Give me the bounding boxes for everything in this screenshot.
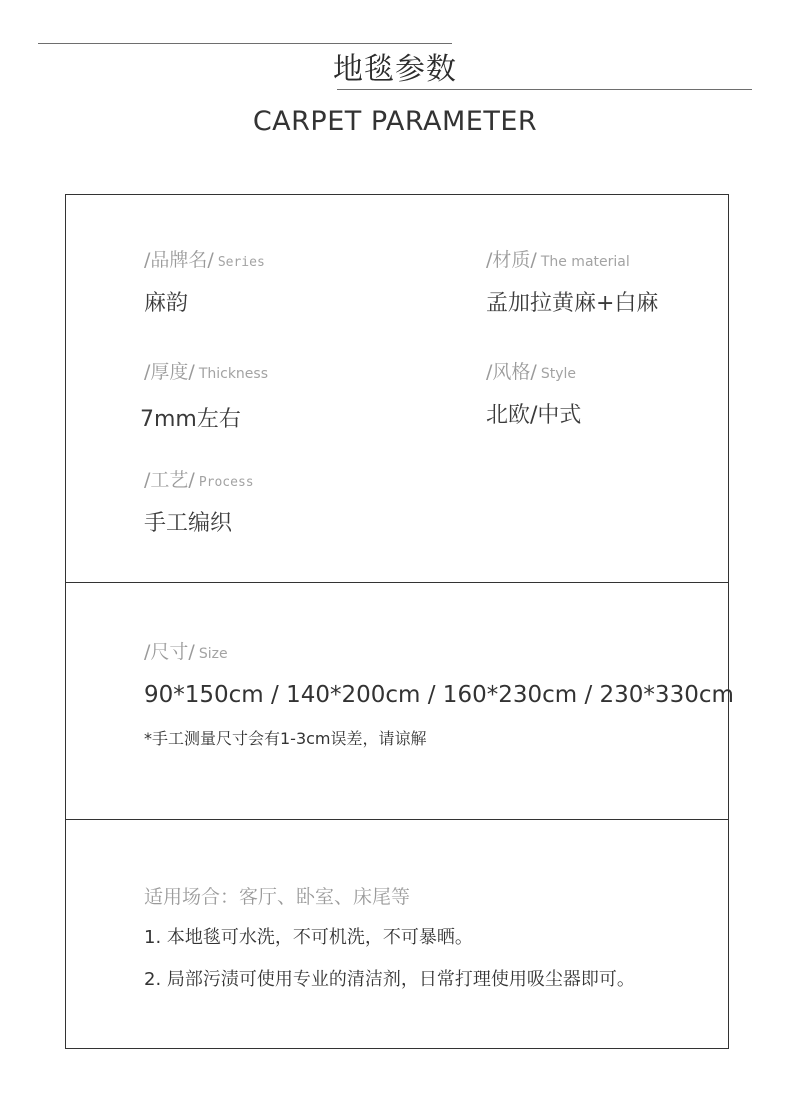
usage-item-1: 1. 本地毯可水洗，不可机洗，不可暴晒。 bbox=[144, 927, 473, 948]
param-thickness-label-en: Thickness bbox=[198, 366, 269, 382]
param-style-value: 北欧/中式 bbox=[486, 403, 582, 428]
param-series-label-en: Series bbox=[217, 255, 265, 270]
param-thickness bbox=[140, 357, 269, 433]
params-panel bbox=[65, 194, 729, 583]
usage-item-2: 2. 局部污渍可使用专业的清洁剂，日常打理使用吸尘器即可。 bbox=[144, 969, 635, 990]
page-subtitle: CARPET PARAMETER bbox=[252, 106, 538, 137]
param-series bbox=[144, 245, 265, 317]
size-panel bbox=[65, 582, 734, 820]
param-thickness-value: 7mm左右 bbox=[140, 407, 241, 432]
size-values: 90*150cm / 140*200cm / 160*230cm / 230*330cm bbox=[144, 682, 734, 708]
page-title: 地毯参数 bbox=[333, 52, 457, 87]
param-process-label-en: Process bbox=[198, 475, 254, 490]
size-label: /尺寸/ Size bbox=[144, 641, 228, 663]
header-rule-bottom bbox=[337, 89, 752, 90]
param-material-label-en: The material bbox=[540, 254, 630, 270]
param-material-value: 孟加拉黄麻+白麻 bbox=[486, 291, 659, 316]
param-process-value: 手工编织 bbox=[144, 511, 233, 536]
size-label-en: Size bbox=[198, 646, 228, 662]
param-style-label: /风格/ Style bbox=[486, 361, 576, 383]
param-series-value: 麻韵 bbox=[144, 291, 189, 316]
param-thickness-label: /厚度/ Thickness bbox=[144, 361, 269, 383]
param-series-label: /品牌名/ Series bbox=[144, 249, 265, 271]
usage-panel bbox=[65, 819, 729, 1049]
param-style bbox=[486, 357, 581, 429]
param-material bbox=[486, 245, 658, 317]
size-note: *手工测量尺寸会有1-3cm误差，请谅解 bbox=[144, 729, 427, 748]
param-process bbox=[144, 465, 254, 537]
param-process-label: /工艺/ Process bbox=[144, 469, 254, 491]
usage-title: 适用场合：客厅、卧室、床尾等 bbox=[144, 886, 411, 908]
param-material-label: /材质/ The material bbox=[486, 249, 630, 271]
usage-block bbox=[144, 882, 635, 991]
size-block bbox=[144, 637, 734, 749]
param-style-label-en: Style bbox=[540, 366, 576, 382]
